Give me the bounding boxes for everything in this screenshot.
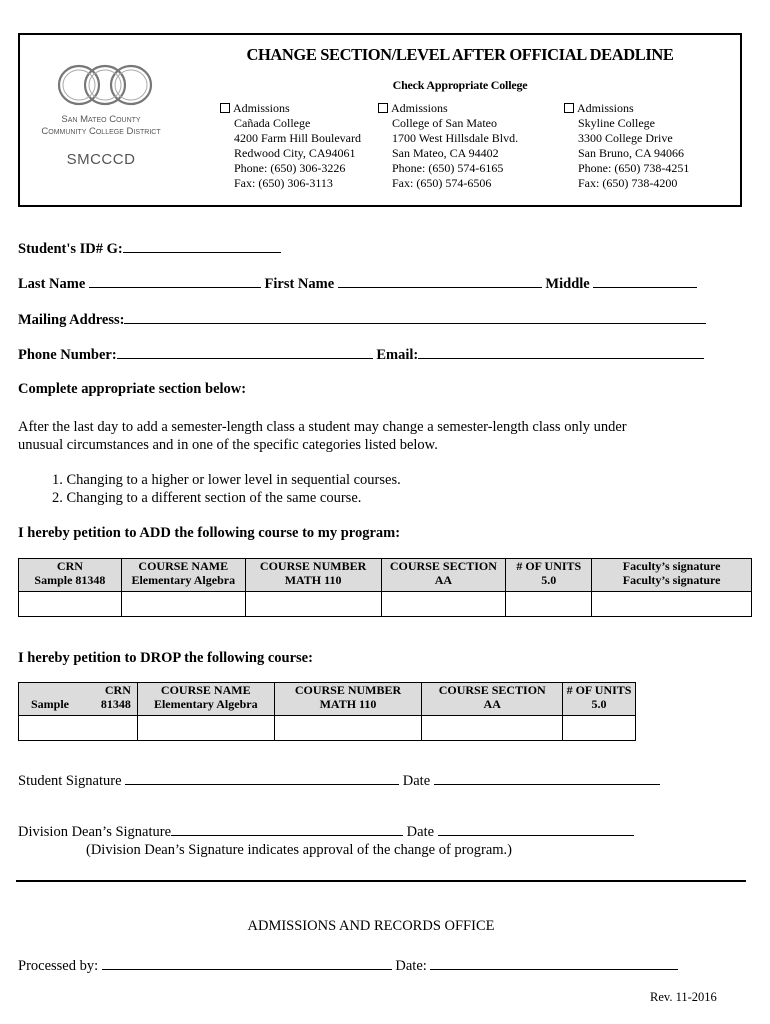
category-list <box>52 471 401 507</box>
college-subtitle: Check Appropriate College <box>392 78 528 92</box>
college-skyline: Admissions Skyline College 3300 College Drive San Bruno, CA 94066 Phone: (650) 738-4251 Fax: (650) 738-4200 <box>564 101 689 191</box>
phone-field[interactable] <box>117 346 373 359</box>
student-date-field[interactable] <box>434 772 660 785</box>
college-san-mateo: Admissions College of San Mateo 1700 West Hillsdale Blvd. San Mateo, CA 94402 Phone: (650) 574-6165 Fax: (650) 574-6506 <box>378 101 518 191</box>
add-course-table <box>18 558 752 617</box>
student-id-row: Student's ID# G: <box>18 240 281 258</box>
add-course-name-cell[interactable] <box>121 592 245 617</box>
mailing-address-row: Mailing Address: <box>18 311 706 329</box>
middle-name-field[interactable] <box>593 275 697 288</box>
add-crn-cell[interactable] <box>19 592 122 617</box>
canada-checkbox[interactable] <box>220 103 230 113</box>
last-name-field[interactable] <box>89 275 261 288</box>
dean-note: (Division Dean’s Signature indicates approval of the change of program.) <box>86 842 513 858</box>
drop-crn-cell[interactable] <box>19 716 138 741</box>
dean-date-field[interactable] <box>438 823 634 836</box>
drop-units-cell[interactable] <box>563 716 636 741</box>
list-item: 2. Changing to a different section of the same course. <box>52 490 362 506</box>
district-name: San Mateo County Community College District <box>41 114 161 137</box>
contact-row: Phone Number: Email: <box>18 346 704 364</box>
district-abbreviation: SMCCCD <box>66 151 136 168</box>
table-row: CRN Sample 81348 COURSE NAME Elementary Algebra COURSE NUMBER MATH 110 COURSE SECTION AA # OF UNITS 5.0 <box>19 683 636 716</box>
drop-course-table <box>18 682 636 741</box>
form-title: CHANGE SECTION/LEVEL AFTER OFFICIAL DEADLINE <box>246 45 674 64</box>
dean-signature-row: Division Dean’s Signature Date <box>18 823 634 841</box>
table-row <box>19 716 636 741</box>
district-logo <box>55 63 155 107</box>
list-item: 1. Changing to a higher or lower level in sequential courses. <box>52 472 401 488</box>
processed-by-field[interactable] <box>102 957 392 970</box>
student-signature-field[interactable] <box>125 772 399 785</box>
dean-signature-field[interactable] <box>171 823 403 836</box>
college-canada: Admissions Cañada College 4200 Farm Hill Boulevard Redwood City, CA94061 Phone: (650) 306-3226 Fax: (650) 306-3113 <box>220 101 361 191</box>
processed-row: Processed by: Date: <box>18 957 678 975</box>
email-field[interactable] <box>418 346 704 359</box>
instructions-paragraph: After the last day to add a semester-length class a student may change a semester-length class only under unusual circumstances and in one of the specific categories listed below. <box>18 419 627 453</box>
table-row <box>19 592 752 617</box>
section-heading: Complete appropriate section below: <box>18 381 247 397</box>
add-units-cell[interactable] <box>506 592 592 617</box>
name-row: Last Name First Name Middle <box>18 275 697 293</box>
skyline-checkbox[interactable] <box>564 103 574 113</box>
office-date-field[interactable] <box>430 957 678 970</box>
add-faculty-signature-cell[interactable] <box>592 592 752 617</box>
office-title: ADMISSIONS AND RECORDS OFFICE <box>247 918 495 934</box>
student-signature-row: Student Signature Date <box>18 772 660 790</box>
mailing-address-field[interactable] <box>124 311 706 324</box>
drop-course-name-cell[interactable] <box>137 716 274 741</box>
drop-course-number-cell[interactable] <box>274 716 422 741</box>
divider <box>16 880 746 882</box>
drop-course-section-cell[interactable] <box>422 716 563 741</box>
add-course-section-cell[interactable] <box>381 592 506 617</box>
drop-heading: I hereby petition to DROP the following course: <box>18 650 313 666</box>
san-mateo-checkbox[interactable] <box>378 103 388 113</box>
student-id-field[interactable] <box>123 240 281 253</box>
table-row: CRN Sample 81348 COURSE NAME Elementary Algebra COURSE NUMBER MATH 110 COURSE SECTION AA # OF UNITS 5.0 Faculty’s signature Faculty’s signature <box>19 559 752 592</box>
add-course-number-cell[interactable] <box>245 592 381 617</box>
revision-label: Rev. 11-2016 <box>650 990 717 1004</box>
add-heading: I hereby petition to ADD the following course to my program: <box>18 525 401 541</box>
first-name-field[interactable] <box>338 275 542 288</box>
